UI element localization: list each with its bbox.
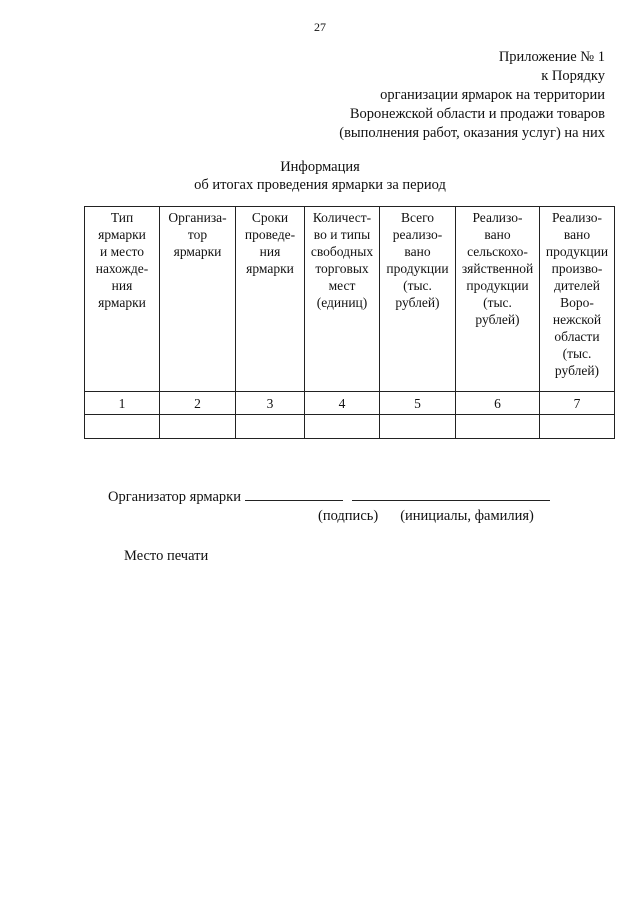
column-header-line: во и типы xyxy=(313,227,371,242)
column-header-line: торговых xyxy=(315,261,369,276)
column-header-line: тор xyxy=(187,227,208,242)
column-number: 1 xyxy=(85,392,160,415)
column-header-line: мест xyxy=(328,278,356,293)
empty-cell xyxy=(160,415,236,439)
column-header-line: Реализо- xyxy=(472,210,523,225)
organizer-label: Организатор ярмарки xyxy=(108,489,241,505)
name-caption: (инициалы, фамилия) xyxy=(400,508,534,524)
column-header-line: Сроки xyxy=(251,210,289,225)
column-header-line: ярмарки xyxy=(246,261,294,276)
column-header-line: (тыс. xyxy=(562,346,592,361)
column-header-line: ярмарки xyxy=(98,227,146,242)
column-header-line: (единиц) xyxy=(316,295,368,310)
column-header-line: вано xyxy=(563,227,591,242)
empty-cell xyxy=(236,415,305,439)
column-number-row xyxy=(85,392,615,415)
column-header-line: рублей) xyxy=(395,295,440,310)
column-header-line: Количест- xyxy=(312,210,372,225)
appendix-line: Воронежской области и продажи товаров xyxy=(349,106,605,122)
page-number: 27 xyxy=(314,20,326,34)
column-header-line: проведе- xyxy=(244,227,296,242)
document-heading xyxy=(0,158,640,194)
column-header-line: области xyxy=(554,329,600,344)
column-header-line: сельскохо- xyxy=(467,244,528,259)
heading-subtitle: об итогах проведения ярмарки за период xyxy=(194,177,446,193)
appendix-block xyxy=(339,48,605,143)
appendix-line: (выполнения работ, оказания услуг) на них xyxy=(339,125,605,141)
column-header-line: дителей xyxy=(554,278,600,293)
column-header-line: (тыс. xyxy=(403,278,432,293)
column-header-line: ярмарки xyxy=(173,244,222,259)
column-header-line: ярмарки xyxy=(98,295,146,310)
column-header-line: рублей) xyxy=(554,363,600,378)
report-table xyxy=(84,206,615,439)
column-header-line: (тыс. xyxy=(483,295,512,310)
column-header-line: и место xyxy=(100,244,144,259)
empty-cell xyxy=(85,415,160,439)
column-header-line: ния xyxy=(259,244,281,259)
empty-cell xyxy=(305,415,380,439)
column-header-line: нахожде- xyxy=(95,261,149,276)
column-number: 3 xyxy=(236,392,305,415)
column-header-line: рублей) xyxy=(475,312,520,327)
column-header-line: Всего xyxy=(400,210,435,225)
appendix-line: организации ярмарок на территории xyxy=(380,87,605,103)
column-header-line: продукции xyxy=(466,278,529,293)
signature-blank xyxy=(245,488,343,501)
column-header-line: Воро- xyxy=(560,295,594,310)
column-number: 4 xyxy=(305,392,380,415)
column-header-line: вано xyxy=(484,227,511,242)
signature-caption: (подпись) xyxy=(318,508,379,524)
column-header-line: Реализо- xyxy=(551,210,603,225)
column-number: 5 xyxy=(380,392,456,415)
column-header-line: реализо- xyxy=(392,227,443,242)
empty-cell xyxy=(456,415,540,439)
column-number: 7 xyxy=(540,392,615,415)
signature-captions xyxy=(318,508,534,525)
column-number: 2 xyxy=(160,392,236,415)
column-header xyxy=(380,207,456,392)
appendix-line: к Порядку xyxy=(541,68,605,84)
column-header-line: продукции xyxy=(545,244,609,259)
organizer-signature-line xyxy=(108,488,550,506)
column-header xyxy=(540,207,615,392)
appendix-line: Приложение № 1 xyxy=(498,49,605,65)
empty-cell xyxy=(540,415,615,439)
name-blank xyxy=(352,488,550,501)
heading-title: Информация xyxy=(280,159,360,175)
column-header-line: нежской xyxy=(552,312,602,327)
column-header-line: произво- xyxy=(551,261,603,276)
empty-cell xyxy=(380,415,456,439)
empty-data-row xyxy=(85,415,615,439)
column-header xyxy=(160,207,236,392)
column-header xyxy=(305,207,380,392)
column-header xyxy=(85,207,160,392)
stamp-label: Место печати xyxy=(124,548,209,564)
column-header-line: Организа- xyxy=(168,210,227,225)
column-header xyxy=(456,207,540,392)
column-header-line: Тип xyxy=(110,210,134,225)
column-header xyxy=(236,207,305,392)
column-header-line: зяйственной xyxy=(461,261,534,276)
column-header-line: продукции xyxy=(386,261,449,276)
column-number: 6 xyxy=(456,392,540,415)
column-header-line: свободных xyxy=(310,244,374,259)
column-header-line: вано xyxy=(404,244,431,259)
table-header-row xyxy=(85,207,615,392)
column-header-line: ния xyxy=(111,278,133,293)
